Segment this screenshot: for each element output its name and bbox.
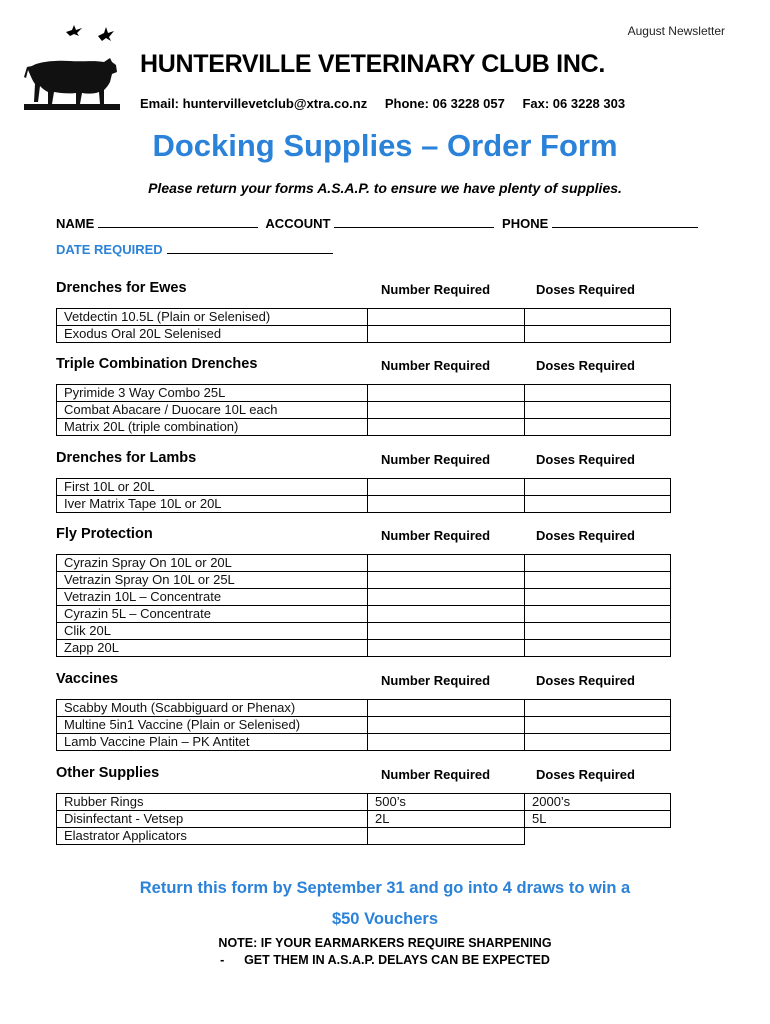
doses-required-cell[interactable] xyxy=(525,589,671,606)
number-required-cell[interactable] xyxy=(368,828,525,845)
item-name: Lamb Vaccine Plain – PK Antitet xyxy=(57,734,368,751)
item-name: First 10L or 20L xyxy=(57,479,368,496)
item-name: Pyrimide 3 Way Combo 25L xyxy=(57,385,368,402)
sharpening-note xyxy=(0,935,770,969)
section-fly-protection xyxy=(56,526,670,657)
table-row xyxy=(57,606,671,623)
return-message xyxy=(0,873,770,935)
table-row xyxy=(57,623,671,640)
number-required-cell[interactable] xyxy=(368,623,525,640)
fax-text: Fax: 06 3228 303 xyxy=(522,96,626,111)
number-required-cell[interactable] xyxy=(368,326,525,343)
table-row xyxy=(57,828,671,845)
item-name: Cyrazin Spray On 10L or 20L xyxy=(57,555,368,572)
items-table xyxy=(56,384,671,436)
items-table xyxy=(56,793,671,845)
number-required-cell[interactable]: 2L xyxy=(368,811,525,828)
item-name: Cyrazin 5L – Concentrate xyxy=(57,606,368,623)
note-line2-row xyxy=(0,952,770,969)
doses-required-cell[interactable] xyxy=(525,623,671,640)
table-row xyxy=(57,309,671,326)
table-row xyxy=(57,419,671,436)
doses-required-cell[interactable] xyxy=(525,309,671,326)
item-name: Clik 20L xyxy=(57,623,368,640)
item-name: Matrix 20L (triple combination) xyxy=(57,419,368,436)
number-required-header: Number Required xyxy=(381,282,491,297)
section-title: Triple Combination Drenches xyxy=(56,356,258,372)
doses-required-cell[interactable] xyxy=(525,479,671,496)
table-row xyxy=(57,811,671,828)
empty-cell xyxy=(525,828,671,845)
account-label: ACCOUNT xyxy=(265,216,331,231)
item-name: Vetrazin Spray On 10L or 25L xyxy=(57,572,368,589)
number-required-cell[interactable] xyxy=(368,640,525,657)
item-name: Rubber Rings xyxy=(57,794,368,811)
date-required-row xyxy=(56,241,333,257)
items-table xyxy=(56,699,671,751)
item-name: Combat Abacare / Duocare 10L each xyxy=(57,402,368,419)
item-name: Disinfectant - Vetsep xyxy=(57,811,368,828)
number-required-cell[interactable] xyxy=(368,700,525,717)
section-title: Fly Protection xyxy=(56,526,153,542)
doses-required-header: Doses Required xyxy=(536,452,635,467)
doses-required-header: Doses Required xyxy=(536,282,635,297)
section-drenches-lambs xyxy=(56,450,670,513)
table-row xyxy=(57,479,671,496)
return-message-line2: $50 Vouchers xyxy=(331,910,439,928)
table-row xyxy=(57,572,671,589)
return-message-line1: Return this form by September 31 and go into 4 draws to win a xyxy=(139,879,631,897)
item-name: Zapp 20L xyxy=(57,640,368,657)
item-name: Exodus Oral 20L Selenised xyxy=(57,326,368,343)
item-name: Scabby Mouth (Scabbiguard or Phenax) xyxy=(57,700,368,717)
doses-required-header: Doses Required xyxy=(536,528,635,543)
table-row xyxy=(57,385,671,402)
section-vaccines xyxy=(56,671,670,751)
birds-icon xyxy=(62,22,122,46)
item-name: Iver Matrix Tape 10L or 20L xyxy=(57,496,368,513)
date-required-field[interactable] xyxy=(167,241,333,254)
doses-required-cell[interactable] xyxy=(525,572,671,589)
doses-required-header: Doses Required xyxy=(536,673,635,688)
doses-required-header: Doses Required xyxy=(536,358,635,373)
doses-required-cell[interactable] xyxy=(525,640,671,657)
date-required-label: DATE REQUIRED xyxy=(56,242,163,257)
name-field[interactable] xyxy=(98,215,258,228)
item-name: Elastrator Applicators xyxy=(57,828,368,845)
note-line2: GET THEM IN A.S.A.P. DELAYS CAN BE EXPECTED xyxy=(244,953,550,967)
number-required-cell[interactable] xyxy=(368,496,525,513)
items-table xyxy=(56,554,671,657)
items-table xyxy=(56,308,671,343)
contact-details xyxy=(140,96,639,111)
form-subtitle: Please return your forms A.S.A.P. to ensure we have plenty of supplies. xyxy=(148,180,622,196)
item-name: Multine 5in1 Vaccine (Plain or Selenised) xyxy=(57,717,368,734)
name-label: NAME xyxy=(56,216,95,231)
doses-required-cell[interactable] xyxy=(525,402,671,419)
doses-required-cell[interactable] xyxy=(525,606,671,623)
table-row xyxy=(57,734,671,751)
doses-required-cell[interactable] xyxy=(525,496,671,513)
phone-label: PHONE xyxy=(502,216,549,231)
table-row xyxy=(57,640,671,657)
email-text: Email: huntervillevetclub@xtra.co.nz xyxy=(140,96,368,111)
number-required-cell[interactable] xyxy=(368,606,525,623)
table-row xyxy=(57,589,671,606)
number-required-cell[interactable] xyxy=(368,717,525,734)
number-required-cell[interactable] xyxy=(368,572,525,589)
number-required-header: Number Required xyxy=(381,767,491,782)
doses-required-header: Doses Required xyxy=(536,767,635,782)
phone-text: Phone: 06 3228 057 xyxy=(384,96,505,111)
club-title: HUNTERVILLE VETERINARY CLUB INC. xyxy=(140,50,605,78)
number-required-cell[interactable] xyxy=(368,402,525,419)
number-required-header: Number Required xyxy=(381,358,491,373)
item-name: Vetrazin 10L – Concentrate xyxy=(57,589,368,606)
doses-required-cell[interactable] xyxy=(525,700,671,717)
number-required-cell[interactable] xyxy=(368,309,525,326)
doses-required-cell[interactable] xyxy=(525,555,671,572)
account-field[interactable] xyxy=(334,215,494,228)
section-other-supplies xyxy=(56,765,670,845)
number-required-cell[interactable] xyxy=(368,385,525,402)
section-drenches-ewes xyxy=(56,280,670,343)
doses-required-cell[interactable]: 2000’s xyxy=(525,794,671,811)
phone-field[interactable] xyxy=(552,215,698,228)
doses-required-cell[interactable] xyxy=(525,326,671,343)
table-row xyxy=(57,402,671,419)
cow-logo-icon xyxy=(24,52,120,110)
number-required-header: Number Required xyxy=(381,673,491,688)
doses-required-cell[interactable] xyxy=(525,385,671,402)
number-required-header: Number Required xyxy=(381,452,491,467)
table-row xyxy=(57,555,671,572)
table-row xyxy=(57,700,671,717)
number-required-cell[interactable] xyxy=(368,419,525,436)
number-required-cell[interactable] xyxy=(368,734,525,751)
number-required-cell[interactable] xyxy=(368,479,525,496)
doses-required-cell[interactable] xyxy=(525,734,671,751)
table-row xyxy=(57,326,671,343)
table-row xyxy=(57,794,671,811)
section-title: Drenches for Lambs xyxy=(56,450,197,466)
number-required-cell[interactable] xyxy=(368,555,525,572)
number-required-header: Number Required xyxy=(381,528,491,543)
newsletter-label: August Newsletter xyxy=(627,24,725,38)
number-required-cell[interactable] xyxy=(368,589,525,606)
section-title: Drenches for Ewes xyxy=(56,280,187,296)
section-title: Vaccines xyxy=(56,671,119,687)
customer-fields xyxy=(56,215,702,231)
note-line1: NOTE: IF YOUR EARMARKERS REQUIRE SHARPENING xyxy=(218,936,552,950)
doses-required-cell[interactable] xyxy=(525,419,671,436)
number-required-cell[interactable]: 500’s xyxy=(368,794,525,811)
item-name: Vetdectin 10.5L (Plain or Selenised) xyxy=(57,309,368,326)
section-title: Other Supplies xyxy=(56,765,160,781)
form-title: Docking Supplies – Order Form xyxy=(152,128,618,163)
table-row xyxy=(57,717,671,734)
table-row xyxy=(57,496,671,513)
note-dash: - xyxy=(220,953,225,967)
items-table xyxy=(56,478,671,513)
section-triple-combination xyxy=(56,356,670,436)
doses-required-cell[interactable] xyxy=(525,717,671,734)
doses-required-cell[interactable]: 5L xyxy=(525,811,671,828)
